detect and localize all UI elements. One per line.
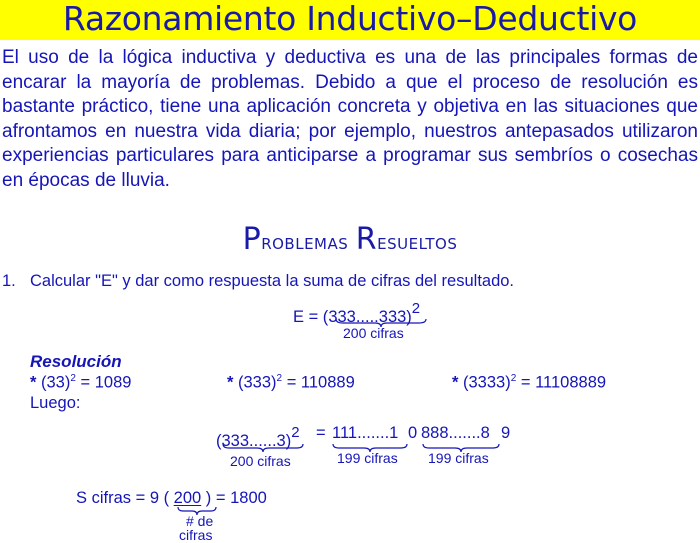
page-title: Razonamiento Inductivo–Deductivo — [62, 0, 638, 38]
general-part4: 9 — [501, 424, 511, 442]
general-brace-1 — [222, 443, 304, 453]
general-digits: 333......3 — [221, 432, 286, 450]
general-brace-1-label: 200 cifras — [230, 453, 291, 469]
section-initial-2: R — [355, 222, 378, 257]
section-rest-2: esueltos — [377, 230, 458, 255]
section-initial-1: P — [242, 222, 262, 257]
sum-label-line2: cifras — [179, 527, 213, 543]
general-part2: 0 — [408, 424, 418, 442]
then-label: Luego: — [30, 394, 81, 412]
section-rest-1: roblemas — [261, 230, 349, 255]
sum-value: 200 — [173, 489, 202, 507]
formula-digits: 333.....333 — [328, 308, 407, 326]
case-2-bullet: * — [227, 373, 234, 392]
case-3-bullet: * — [452, 373, 459, 392]
general-eq: = — [316, 424, 326, 442]
formula-exponent: 2 — [411, 300, 421, 317]
case-3-result: = 11108889 — [520, 373, 607, 392]
formula-brace-label: 200 cifras — [343, 325, 404, 341]
case-1-exp: 2 — [70, 373, 76, 384]
section-title — [0, 222, 700, 257]
case-2-exp: 2 — [276, 373, 283, 384]
case-2-result: = 110889 — [286, 373, 355, 392]
case-3 — [452, 373, 606, 393]
general-open: ( — [216, 432, 222, 450]
sum-expression — [76, 489, 267, 508]
general-exponent: 2 — [291, 424, 300, 441]
case-1 — [30, 373, 131, 393]
case-3-exp: 2 — [510, 373, 517, 384]
resolution-heading: Resolución — [30, 352, 122, 371]
case-1-result: = 1089 — [80, 373, 132, 392]
general-brace-3-label: 199 cifras — [428, 450, 489, 466]
formula-lhs: E = ( — [293, 308, 329, 326]
problem-statement: Calcular "E" y dar como respuesta la suma de cifras del resultado. — [30, 272, 515, 290]
case-2 — [227, 373, 355, 393]
case-1-base: (33) — [41, 373, 71, 392]
sum-label-line1: # de — [186, 513, 214, 529]
general-brace-2-label: 199 cifras — [337, 450, 398, 466]
case-1-bullet: * — [30, 373, 37, 392]
general-part1: 111.......1 — [332, 424, 399, 442]
general-part3: 888.......8 — [421, 424, 490, 442]
general-close: ) — [285, 432, 292, 450]
case-2-base: (333) — [238, 373, 277, 392]
sum-rhs: ) = 1800 — [205, 489, 267, 507]
problem-number: 1. — [2, 272, 16, 290]
case-3-base: (3333) — [463, 373, 511, 392]
formula-close: ) — [406, 308, 412, 326]
intro-paragraph: El uso de la lógica inductiva y deductiva es una de las principales formas de encarar la mayoría de problemas. Debido a que el proceso de resolución es bastante práctico, tiene una aplicación concreta y objetiva en las situaciones que afrontamos en nuestra vida diaria; por ejemplo, nuestros antepasados utilizaron experiencias particulares para anticiparse a programar sus sembríos o cosechas en épocas de lluvia. — [2, 47, 698, 191]
sum-lhs: S cifras = 9 ( — [76, 489, 170, 507]
